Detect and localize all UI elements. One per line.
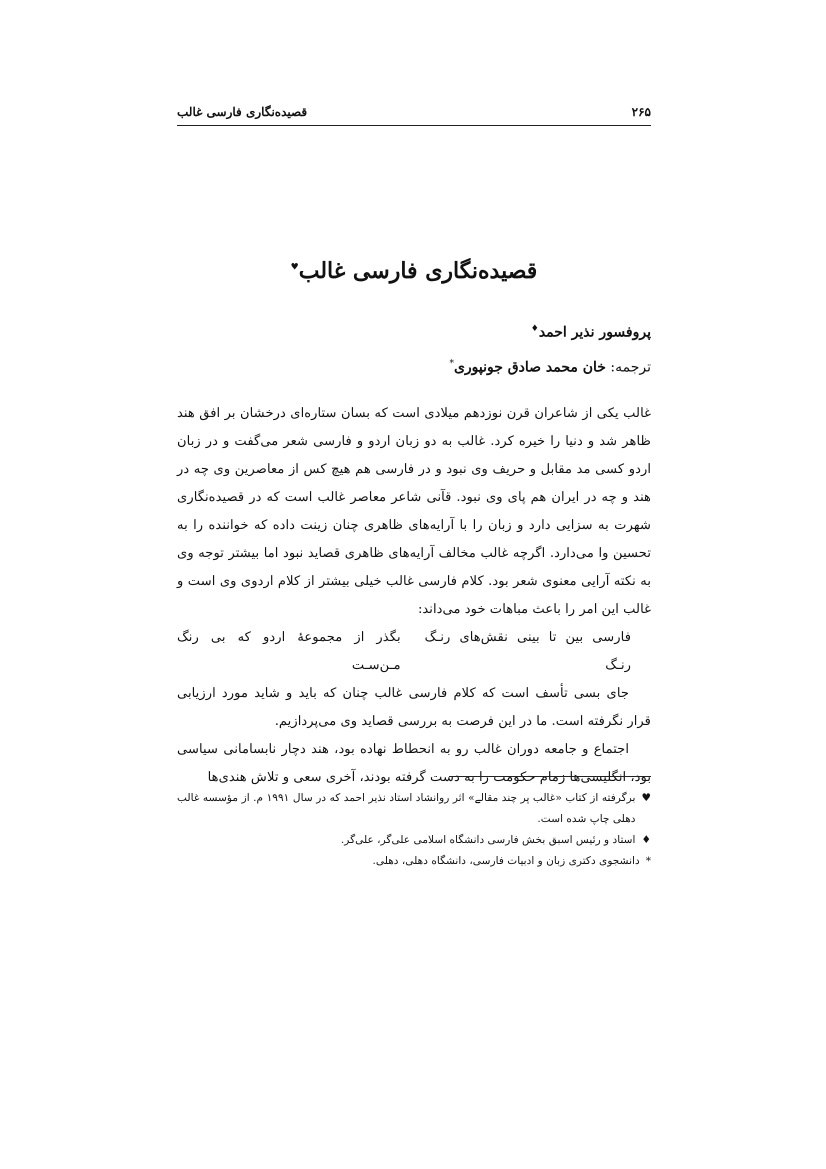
translator-prefix: ترجمه: xyxy=(610,359,651,376)
footnote-text: برگرفته از کتاب «غالب پر چند مقالے» اثر روانشاد استاد نذیر احمد که در سال ۱۹۹۱ م. از مؤسسه غالب دهلی چاپ شده است. xyxy=(177,792,636,825)
translator-footnote-mark: * xyxy=(449,359,454,369)
footnote-text: استاد و رئیس اسبق بخش فارسی دانشگاه اسلامی علی‌گر، علی‌گر. xyxy=(340,834,636,846)
footnote-text: دانشجوی دکتری زبان و ادبیات فارسی، دانشگاه دهلی، دهلی. xyxy=(372,855,640,867)
footnote-mark: ♥ xyxy=(641,792,651,804)
footnotes xyxy=(177,788,651,872)
footnote-item xyxy=(177,830,651,851)
author-line xyxy=(531,324,651,341)
author-footnote-mark: ♦ xyxy=(530,324,539,334)
footnote-item xyxy=(177,788,651,830)
body-paragraph: غالب یکی از شاعران قرن نوزدهم میلادی است که بسان ستاره‌ای درخشان بر افق هند ظاهر شد و دنیا را خیره کرد. غالب به دو زبان اردو و فارسی شعر می‌گفت و در زبان اردو کسی مد مقابل و حریف وی نبود و در فارسی هم هیچ کس از معاصرین وی چه در هند و چه در ایران هم پای وی نبود. قآنی شاعر معاصر غالب است که در قصیده‌نگاری شهرت به سزایی دارد و زبان را با آرایه‌های ظاهری چنان زینت داده که خواننده را به تحسین وا می‌دارد. اگرچه غالب مخالف آرایه‌های ظاهری قصاید نبود اما بیشتر توجه وی به نکته آرایی معنوی شعر بود. کلام فارسی غالب خیلی بیشتر از کلام اردوی وی است و غالب این امر را باعث مباهات خود می‌داند: xyxy=(177,406,651,617)
verse-hemistich-second: بگذر از مجموعهٔ اردو که بی رنگ مـن‌سـت xyxy=(177,630,401,673)
page-number: ۲۶۵ xyxy=(631,105,651,119)
body-paragraph: جای بسی تأسف است که کلام فارسی غالب چنان که باید و شاید مورد ارزیابی قرار نگرفته است. ما در این فرصت به بررسی قصاید وی می‌پردازیم. xyxy=(177,686,651,729)
footnote-mark: * xyxy=(645,855,651,867)
verse-hemistich-first: فارسی بین تا بینی نقش‌های رنـگ رنـگ xyxy=(424,630,631,673)
title-footnote-mark: ♥ xyxy=(290,262,299,273)
document-page xyxy=(177,0,651,1169)
author-name: پروفسور نذیر احمد xyxy=(538,324,651,341)
translator-line xyxy=(449,359,651,376)
footnote-separator xyxy=(449,776,651,777)
running-title: قصیده‌نگاری فارسی غالب xyxy=(177,105,308,119)
translator-name: خان محمد صادق جونپوری xyxy=(453,359,606,376)
article-body xyxy=(177,400,651,792)
body-paragraph: اجتماع و جامعه دوران غالب رو به انحطاط نهاده بود، هند دچار نابسامانی سیاسی بود، انگلیسی‌ها زمام حکومت را به دست گرفته بودند، آخری سعی و تلاش هندی‌ها xyxy=(177,742,651,785)
footnote-mark: ♦ xyxy=(641,834,651,846)
running-header xyxy=(177,103,651,126)
footnote-item xyxy=(177,851,651,872)
article-title-text: قصیده‌نگاری فارسی غالب xyxy=(298,258,538,284)
article-title xyxy=(177,258,651,284)
verse-couplet xyxy=(177,624,651,680)
